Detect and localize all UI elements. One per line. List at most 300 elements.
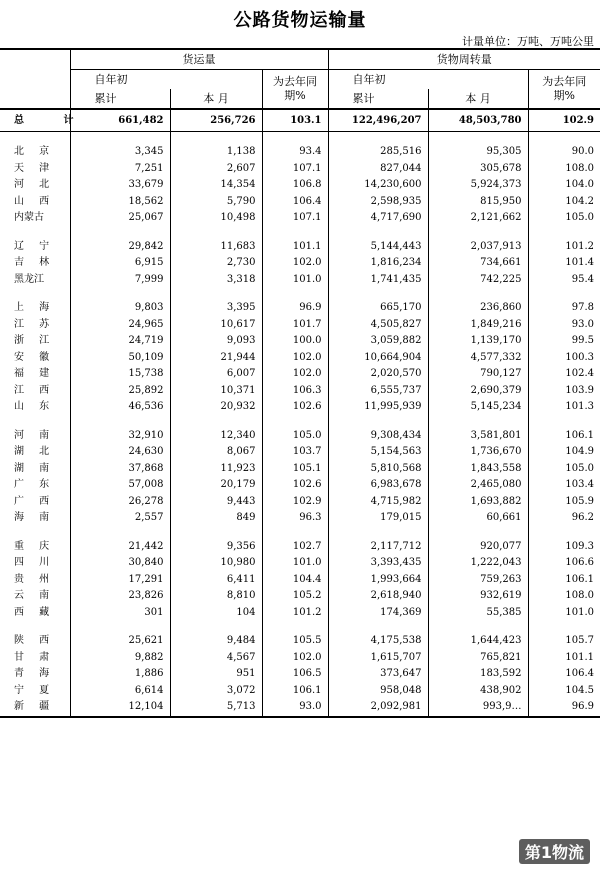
turnover-cumulative: 6,983,678 <box>328 477 428 494</box>
turnover-month: 2,465,080 <box>428 477 528 494</box>
table-row <box>0 683 600 700</box>
turnover-month: 932,619 <box>428 588 528 605</box>
region-name: 安 徽 <box>14 351 56 363</box>
table-row <box>0 633 600 650</box>
header-cargo-yoy: 为去年同期% <box>262 70 328 110</box>
cargo-yoy: 101.0 <box>262 555 328 572</box>
cargo-yoy: 102.6 <box>262 477 328 494</box>
region-name: 河 北 <box>14 179 56 190</box>
table-row <box>0 177 600 194</box>
turnover-month: 765,821 <box>428 650 528 667</box>
turnover-month: 4,577,332 <box>428 350 528 367</box>
turnover-month: 95,305 <box>428 144 528 161</box>
turnover-cumulative: 5,154,563 <box>328 444 428 461</box>
turnover-cumulative: 3,059,882 <box>328 333 428 350</box>
spacer-cell <box>170 132 262 145</box>
table-row <box>0 255 600 272</box>
cargo-cumulative: 57,008 <box>70 477 170 494</box>
turnover-month: 1,843,558 <box>428 461 528 478</box>
table-row <box>0 699 600 717</box>
region-name: 辽 宁 <box>14 240 56 252</box>
turnover-yoy: 100.3 <box>528 350 600 367</box>
turnover-month: 236,860 <box>428 300 528 317</box>
region-name: 海 南 <box>14 512 56 523</box>
turnover-month: 759,263 <box>428 572 528 589</box>
cargo-month: 20,932 <box>170 399 262 416</box>
cargo-cumulative: 6,915 <box>70 255 170 272</box>
cargo-yoy: 102.0 <box>262 350 328 367</box>
turnover-yoy: 109.3 <box>528 539 600 556</box>
region-name: 宁 夏 <box>14 684 56 696</box>
turnover-cumulative: 5,144,443 <box>328 239 428 256</box>
turnover-yoy: 104.0 <box>528 177 600 194</box>
header-cargo-cumulative: 累计 <box>70 89 170 109</box>
cargo-yoy: 106.1 <box>262 683 328 700</box>
total-cargo-month: 256,726 <box>170 109 262 132</box>
spacer-cell <box>70 227 170 239</box>
table-row <box>0 272 600 289</box>
cargo-yoy: 96.9 <box>262 300 328 317</box>
cargo-yoy: 101.7 <box>262 317 328 334</box>
turnover-yoy: 96.9 <box>528 699 600 717</box>
region-name: 甘 肃 <box>14 651 56 663</box>
turnover-yoy: 106.1 <box>528 572 600 589</box>
cargo-yoy: 96.3 <box>262 510 328 527</box>
table-row <box>0 477 600 494</box>
region-name: 贵 州 <box>14 573 56 585</box>
cargo-yoy: 107.1 <box>262 210 328 227</box>
cargo-cumulative: 15,738 <box>70 366 170 383</box>
region-name: 浙 江 <box>14 335 56 346</box>
turnover-yoy: 105.9 <box>528 494 600 511</box>
group-spacer <box>0 621 600 633</box>
table-row <box>0 161 600 178</box>
turnover-yoy: 96.2 <box>528 510 600 527</box>
spacer-cell <box>428 132 528 145</box>
cargo-yoy: 102.0 <box>262 255 328 272</box>
cargo-month: 1,138 <box>170 144 262 161</box>
table-row <box>0 350 600 367</box>
header-turnover-month: 本 月 <box>428 89 528 109</box>
table-row <box>0 588 600 605</box>
cargo-yoy: 93.4 <box>262 144 328 161</box>
table-row <box>0 317 600 334</box>
cargo-month: 849 <box>170 510 262 527</box>
spacer-cell <box>0 288 70 300</box>
cargo-month: 10,498 <box>170 210 262 227</box>
group-spacer <box>0 227 600 239</box>
page-title: 公路货物运输量 <box>233 10 367 31</box>
region-name: 西 藏 <box>14 606 56 618</box>
spacer-cell <box>528 416 600 428</box>
region-name: 山 西 <box>14 195 56 207</box>
turnover-cumulative: 14,230,600 <box>328 177 428 194</box>
turnover-cumulative: 1,993,664 <box>328 572 428 589</box>
unit-note: 计量单位：万吨、万吨公里 <box>462 35 594 48</box>
turnover-yoy: 93.0 <box>528 317 600 334</box>
total-cargo-cumulative: 661,482 <box>70 109 170 132</box>
turnover-yoy: 106.6 <box>528 555 600 572</box>
turnover-cumulative: 4,717,690 <box>328 210 428 227</box>
spacer-cell <box>528 621 600 633</box>
table-row <box>0 510 600 527</box>
cargo-month: 951 <box>170 666 262 683</box>
cargo-cumulative: 7,999 <box>70 272 170 289</box>
turnover-yoy: 106.4 <box>528 666 600 683</box>
table-row <box>0 383 600 400</box>
turnover-month: 815,950 <box>428 194 528 211</box>
cargo-yoy: 101.2 <box>262 605 328 622</box>
region-name: 内蒙古 <box>14 212 44 223</box>
turnover-yoy: 101.1 <box>528 650 600 667</box>
cargo-month: 9,356 <box>170 539 262 556</box>
spacer-cell <box>170 621 262 633</box>
region-name: 陕 西 <box>14 635 56 646</box>
spacer-cell <box>428 227 528 239</box>
region-name: 云 南 <box>14 590 56 601</box>
turnover-month: 742,225 <box>428 272 528 289</box>
turnover-cumulative: 2,020,570 <box>328 366 428 383</box>
region-name: 江 西 <box>14 384 56 396</box>
cargo-month: 10,980 <box>170 555 262 572</box>
watermark-logo: 第1物流 <box>519 839 590 864</box>
cargo-cumulative: 17,291 <box>70 572 170 589</box>
header-turnover-cumulative: 累计 <box>328 89 428 109</box>
header-cargo-month: 本 月 <box>170 89 262 109</box>
cargo-cumulative: 32,910 <box>70 428 170 445</box>
region-name: 黑龙江 <box>14 273 44 285</box>
table-row <box>0 461 600 478</box>
turnover-month: 183,592 <box>428 666 528 683</box>
cargo-yoy: 104.4 <box>262 572 328 589</box>
cargo-cumulative: 1,886 <box>70 666 170 683</box>
total-turnover-yoy: 102.9 <box>528 109 600 132</box>
turnover-yoy: 108.0 <box>528 588 600 605</box>
spacer-cell <box>328 527 428 539</box>
cargo-month: 104 <box>170 605 262 622</box>
spacer-cell <box>70 527 170 539</box>
cargo-cumulative: 24,719 <box>70 333 170 350</box>
turnover-yoy: 101.4 <box>528 255 600 272</box>
region-name: 重 庆 <box>14 540 56 552</box>
turnover-yoy: 95.4 <box>528 272 600 289</box>
group-spacer <box>0 416 600 428</box>
turnover-month: 2,037,913 <box>428 239 528 256</box>
table-row <box>0 605 600 622</box>
turnover-cumulative: 2,092,981 <box>328 699 428 717</box>
turnover-yoy: 90.0 <box>528 144 600 161</box>
turnover-cumulative: 11,995,939 <box>328 399 428 416</box>
region-name: 天 津 <box>14 162 56 174</box>
cargo-month: 2,607 <box>170 161 262 178</box>
cargo-month: 5,713 <box>170 699 262 717</box>
table-row <box>0 399 600 416</box>
turnover-month: 1,644,423 <box>428 633 528 650</box>
cargo-cumulative: 23,826 <box>70 588 170 605</box>
turnover-month: 1,693,882 <box>428 494 528 511</box>
cargo-cumulative: 30,840 <box>70 555 170 572</box>
cargo-yoy: 103.7 <box>262 444 328 461</box>
table-row <box>0 428 600 445</box>
cargo-yoy: 102.6 <box>262 399 328 416</box>
turnover-month: 305,678 <box>428 161 528 178</box>
spacer-cell <box>428 288 528 300</box>
cargo-cumulative: 3,345 <box>70 144 170 161</box>
cargo-yoy: 105.0 <box>262 428 328 445</box>
spacer-cell <box>428 621 528 633</box>
spacer-cell <box>0 227 70 239</box>
cargo-month: 8,810 <box>170 588 262 605</box>
turnover-yoy: 104.9 <box>528 444 600 461</box>
spacer-cell <box>528 288 600 300</box>
spacer-cell <box>170 227 262 239</box>
spacer-cell <box>328 288 428 300</box>
turnover-cumulative: 3,393,435 <box>328 555 428 572</box>
turnover-cumulative: 958,048 <box>328 683 428 700</box>
region-name: 山 东 <box>14 401 56 412</box>
spacer-cell <box>262 416 328 428</box>
turnover-cumulative: 5,810,568 <box>328 461 428 478</box>
spacer-cell <box>0 527 70 539</box>
group-spacer <box>0 132 600 145</box>
cargo-month: 14,354 <box>170 177 262 194</box>
cargo-cumulative: 21,442 <box>70 539 170 556</box>
turnover-yoy: 99.5 <box>528 333 600 350</box>
spacer-cell <box>0 132 70 145</box>
turnover-yoy: 105.0 <box>528 210 600 227</box>
cargo-yoy: 93.0 <box>262 699 328 717</box>
cargo-month: 9,484 <box>170 633 262 650</box>
turnover-month: 2,121,662 <box>428 210 528 227</box>
spacer-cell <box>262 227 328 239</box>
turnover-cumulative: 4,505,827 <box>328 317 428 334</box>
turnover-cumulative: 827,044 <box>328 161 428 178</box>
table-row <box>0 572 600 589</box>
table-row <box>0 494 600 511</box>
cargo-month: 6,411 <box>170 572 262 589</box>
cargo-yoy: 106.5 <box>262 666 328 683</box>
cargo-month: 9,443 <box>170 494 262 511</box>
region-name: 广 西 <box>14 495 56 507</box>
cargo-month: 12,340 <box>170 428 262 445</box>
cargo-month: 3,395 <box>170 300 262 317</box>
cargo-cumulative: 9,803 <box>70 300 170 317</box>
cargo-cumulative: 6,614 <box>70 683 170 700</box>
region-name: 湖 南 <box>14 462 56 474</box>
cargo-yoy: 106.4 <box>262 194 328 211</box>
cargo-yoy: 102.9 <box>262 494 328 511</box>
cargo-month: 11,923 <box>170 461 262 478</box>
spacer-cell <box>262 132 328 145</box>
cargo-yoy: 101.0 <box>262 272 328 289</box>
turnover-yoy: 101.0 <box>528 605 600 622</box>
turnover-yoy: 102.4 <box>528 366 600 383</box>
turnover-month: 1,222,043 <box>428 555 528 572</box>
cargo-month: 2,730 <box>170 255 262 272</box>
spacer-cell <box>170 288 262 300</box>
cargo-month: 4,567 <box>170 650 262 667</box>
turnover-cumulative: 1,741,435 <box>328 272 428 289</box>
turnover-cumulative: 2,117,712 <box>328 539 428 556</box>
total-cargo-yoy: 103.1 <box>262 109 328 132</box>
header-region-cell <box>0 49 70 109</box>
region-name: 北 京 <box>14 146 56 157</box>
spacer-cell <box>70 621 170 633</box>
region-name: 福 建 <box>14 368 56 379</box>
spacer-cell <box>328 132 428 145</box>
cargo-cumulative: 33,679 <box>70 177 170 194</box>
spacer-cell <box>528 132 600 145</box>
region-name: 河 南 <box>14 429 56 441</box>
spacer-cell <box>428 416 528 428</box>
spacer-cell <box>70 288 170 300</box>
turnover-yoy: 103.4 <box>528 477 600 494</box>
spacer-cell <box>328 416 428 428</box>
cargo-month: 9,093 <box>170 333 262 350</box>
turnover-yoy: 104.5 <box>528 683 600 700</box>
cargo-month: 10,617 <box>170 317 262 334</box>
cargo-yoy: 106.3 <box>262 383 328 400</box>
turnover-yoy: 105.7 <box>528 633 600 650</box>
table-row <box>0 650 600 667</box>
table-row <box>0 666 600 683</box>
cargo-month: 3,318 <box>170 272 262 289</box>
cargo-yoy: 102.0 <box>262 650 328 667</box>
table-row <box>0 300 600 317</box>
turnover-month: 1,736,670 <box>428 444 528 461</box>
spacer-cell <box>170 527 262 539</box>
cargo-cumulative: 46,536 <box>70 399 170 416</box>
region-name: 上 海 <box>14 302 56 313</box>
turnover-month: 790,127 <box>428 366 528 383</box>
spacer-cell <box>170 416 262 428</box>
turnover-month: 734,661 <box>428 255 528 272</box>
turnover-cumulative: 1,615,707 <box>328 650 428 667</box>
turnover-month: 3,581,801 <box>428 428 528 445</box>
region-name: 吉 林 <box>14 257 56 268</box>
cargo-cumulative: 24,965 <box>70 317 170 334</box>
spacer-cell <box>528 527 600 539</box>
turnover-month: 60,661 <box>428 510 528 527</box>
cargo-month: 21,944 <box>170 350 262 367</box>
turnover-month: 5,145,234 <box>428 399 528 416</box>
table-row <box>0 539 600 556</box>
spacer-cell <box>0 621 70 633</box>
cargo-cumulative: 25,892 <box>70 383 170 400</box>
turnover-yoy: 104.2 <box>528 194 600 211</box>
cargo-cumulative: 29,842 <box>70 239 170 256</box>
table-row <box>0 194 600 211</box>
freight-table <box>0 48 600 718</box>
header-turnover-since-start: 自年初 <box>328 70 528 90</box>
turnover-cumulative: 179,015 <box>328 510 428 527</box>
header-turnover-yoy: 为去年同期% <box>528 70 600 110</box>
cargo-cumulative: 25,067 <box>70 210 170 227</box>
cargo-cumulative: 26,278 <box>70 494 170 511</box>
turnover-cumulative: 10,664,904 <box>328 350 428 367</box>
turnover-cumulative: 4,175,538 <box>328 633 428 650</box>
spacer-cell <box>328 621 428 633</box>
cargo-cumulative: 7,251 <box>70 161 170 178</box>
turnover-month: 2,690,379 <box>428 383 528 400</box>
spacer-cell <box>262 288 328 300</box>
turnover-yoy: 103.9 <box>528 383 600 400</box>
cargo-yoy: 100.0 <box>262 333 328 350</box>
cargo-cumulative: 25,621 <box>70 633 170 650</box>
cargo-month: 6,007 <box>170 366 262 383</box>
spacer-cell <box>528 227 600 239</box>
spacer-cell <box>262 621 328 633</box>
cargo-yoy: 107.1 <box>262 161 328 178</box>
table-row <box>0 555 600 572</box>
turnover-yoy: 97.8 <box>528 300 600 317</box>
region-name: 广 东 <box>14 479 56 490</box>
region-name: 湖 北 <box>14 446 56 457</box>
spacer-cell <box>428 527 528 539</box>
table-row <box>0 366 600 383</box>
spacer-cell <box>262 527 328 539</box>
turnover-cumulative: 1,816,234 <box>328 255 428 272</box>
cargo-month: 3,072 <box>170 683 262 700</box>
table-row <box>0 144 600 161</box>
cargo-cumulative: 37,868 <box>70 461 170 478</box>
total-name: 总 计 <box>0 109 70 132</box>
cargo-month: 11,683 <box>170 239 262 256</box>
total-turnover-cumulative: 122,496,207 <box>328 109 428 132</box>
turnover-month: 1,139,170 <box>428 333 528 350</box>
cargo-cumulative: 12,104 <box>70 699 170 717</box>
cargo-cumulative: 301 <box>70 605 170 622</box>
spacer-cell <box>70 132 170 145</box>
spacer-cell <box>70 416 170 428</box>
group-spacer <box>0 288 600 300</box>
total-turnover-month: 48,503,780 <box>428 109 528 132</box>
table-row <box>0 444 600 461</box>
turnover-month: 1,849,216 <box>428 317 528 334</box>
cargo-month: 20,179 <box>170 477 262 494</box>
table-row <box>0 239 600 256</box>
group-spacer <box>0 527 600 539</box>
cargo-cumulative: 24,630 <box>70 444 170 461</box>
turnover-yoy: 101.2 <box>528 239 600 256</box>
turnover-cumulative: 373,647 <box>328 666 428 683</box>
cargo-month: 8,067 <box>170 444 262 461</box>
table-row <box>0 333 600 350</box>
spacer-cell <box>0 416 70 428</box>
turnover-yoy: 108.0 <box>528 161 600 178</box>
cargo-yoy: 102.0 <box>262 366 328 383</box>
cargo-yoy: 106.8 <box>262 177 328 194</box>
turnover-month: 55,385 <box>428 605 528 622</box>
turnover-cumulative: 6,555,737 <box>328 383 428 400</box>
cargo-month: 10,371 <box>170 383 262 400</box>
turnover-month: 993,9… <box>428 699 528 717</box>
cargo-yoy: 105.1 <box>262 461 328 478</box>
cargo-cumulative: 50,109 <box>70 350 170 367</box>
cargo-yoy: 105.5 <box>262 633 328 650</box>
turnover-cumulative: 665,170 <box>328 300 428 317</box>
turnover-month: 920,077 <box>428 539 528 556</box>
cargo-cumulative: 9,882 <box>70 650 170 667</box>
region-name: 青 海 <box>14 668 56 679</box>
turnover-yoy: 106.1 <box>528 428 600 445</box>
region-name: 新 疆 <box>0 699 70 717</box>
total-row <box>0 109 600 132</box>
spacer-cell <box>328 227 428 239</box>
turnover-cumulative: 174,369 <box>328 605 428 622</box>
turnover-yoy: 101.3 <box>528 399 600 416</box>
turnover-cumulative: 2,598,935 <box>328 194 428 211</box>
